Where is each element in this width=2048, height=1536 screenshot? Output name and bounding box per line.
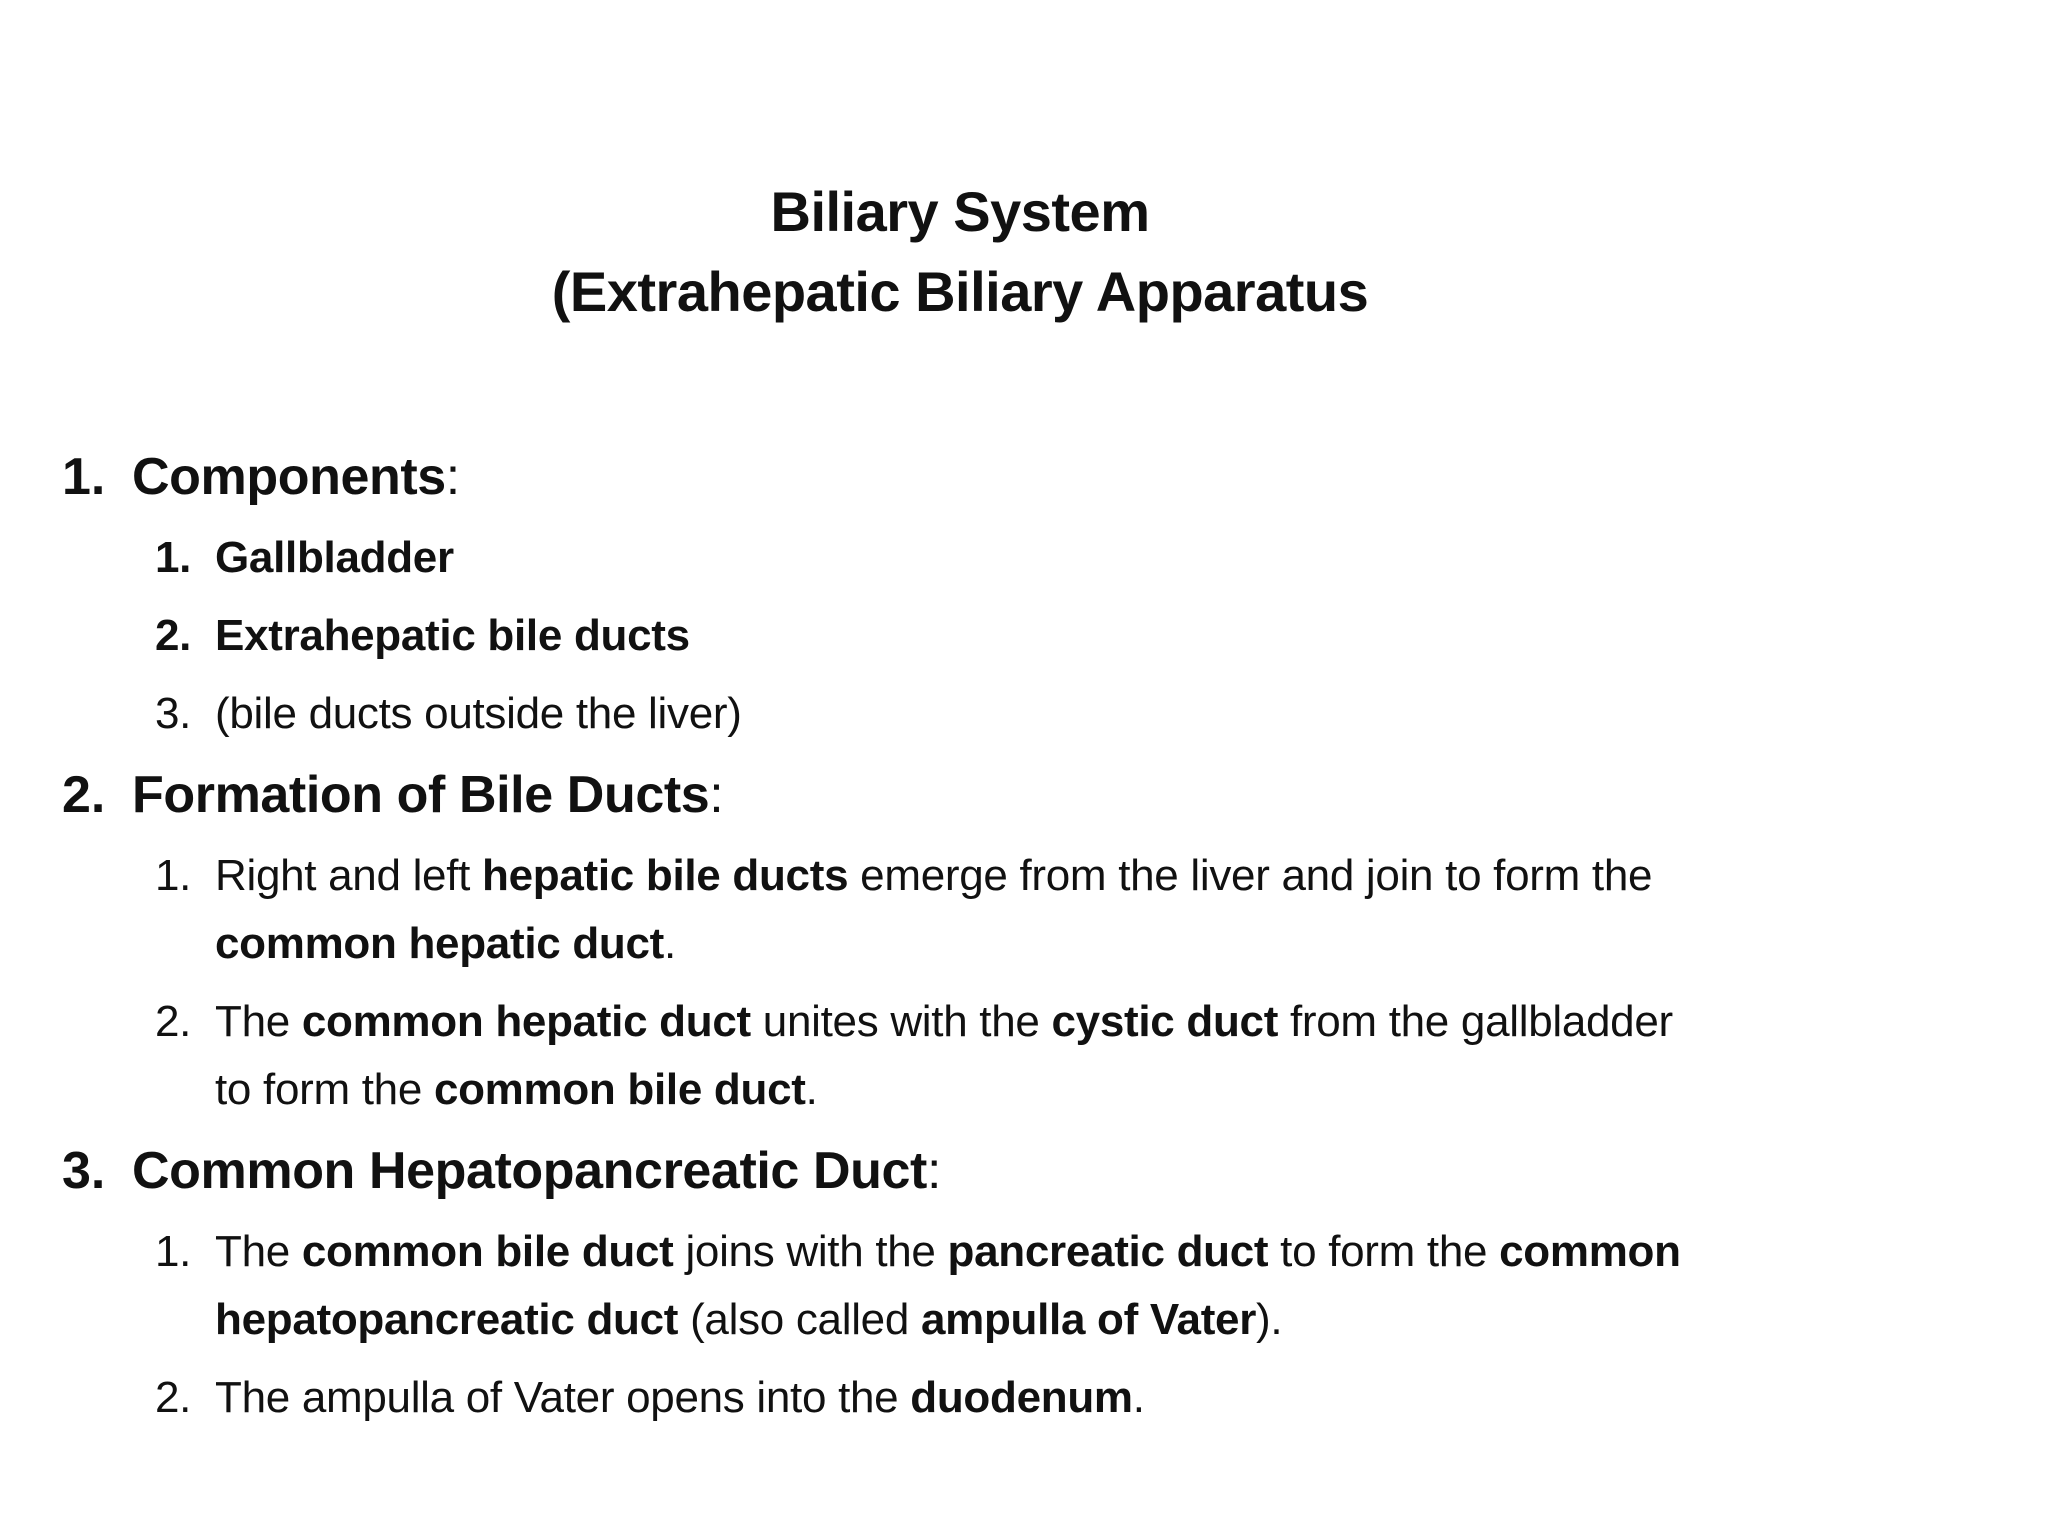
section-number: 1.: [62, 448, 106, 506]
item-number: 2.: [155, 997, 192, 1046]
item-text-part: pancreatic duct: [947, 1227, 1269, 1276]
list-item: [155, 524, 1762, 592]
slide-title: [0, 172, 1920, 332]
section-hepatopancreatic: [62, 1134, 1762, 1208]
item-text-part: duodenum: [910, 1373, 1133, 1422]
item-text-part: joins with the: [673, 1227, 948, 1276]
item-text-part: cystic duct: [1051, 997, 1279, 1046]
list-item: [155, 1364, 1762, 1432]
section-heading-suffix: :: [445, 448, 460, 506]
item-text-part: Extrahepatic bile ducts: [215, 611, 690, 660]
section-items: [155, 842, 1762, 1124]
list-item: [155, 842, 1762, 978]
section-items: [155, 1218, 1762, 1432]
item-number: 1.: [155, 1227, 192, 1276]
item-text-part: common bile duct: [301, 1227, 674, 1276]
item-number: 1.: [155, 851, 192, 900]
item-text: [215, 602, 1695, 670]
section-heading-suffix: :: [709, 766, 724, 824]
item-text-part: common hepatic duct: [215, 919, 665, 968]
item-text: [215, 524, 1695, 592]
item-text-part: unites with the: [750, 997, 1052, 1046]
list-item: [155, 1218, 1762, 1354]
section-items: [155, 524, 1762, 748]
section-heading-text: Components: [132, 448, 446, 506]
title-line-1: Biliary System: [770, 180, 1150, 243]
section-number: 2.: [62, 766, 106, 824]
section-number: 3.: [62, 1142, 106, 1200]
item-text-part: .: [664, 919, 676, 968]
section-components: [62, 440, 1762, 514]
item-text-part: .: [805, 1065, 818, 1114]
item-text-part: ampulla of Vater: [920, 1295, 1257, 1344]
item-text-part: The ampulla of Vater opens into the: [215, 1373, 911, 1422]
item-text-part: from the gallbladder to form the: [215, 997, 1673, 1114]
item-text-part: Gallbladder: [215, 533, 454, 582]
item-text: [215, 842, 1695, 978]
section-heading-text: Formation of Bile Ducts: [132, 766, 710, 824]
section-heading: [132, 1134, 941, 1208]
section-formation: [62, 758, 1762, 832]
item-number: 3.: [155, 689, 192, 738]
item-text-part: The: [215, 1227, 302, 1276]
item-number: 2.: [155, 611, 192, 660]
item-text-part: .: [1132, 1373, 1145, 1422]
item-text-part: hepatic bile ducts: [482, 851, 849, 900]
item-text: [215, 680, 1695, 748]
item-text-part: ).: [1256, 1295, 1283, 1344]
section-heading: [132, 440, 460, 514]
item-text: [215, 988, 1695, 1124]
slide-content: [62, 430, 1762, 1432]
title-line-2: (Extrahepatic Biliary Apparatus: [551, 260, 1369, 323]
item-text-part: common hepatic duct: [301, 997, 751, 1046]
list-item: [155, 988, 1762, 1124]
section-heading-text: Common Hepatopancreatic Duct: [132, 1142, 927, 1200]
section-heading-suffix: :: [926, 1142, 941, 1200]
item-text-part: The: [215, 997, 302, 1046]
item-number: 2.: [155, 1373, 192, 1422]
item-text: [215, 1218, 1695, 1354]
section-heading: [132, 758, 723, 832]
item-text-part: (also called: [678, 1295, 921, 1344]
item-text-part: to form the: [1268, 1227, 1500, 1276]
item-text-part: (bile ducts outside the liver): [215, 689, 742, 738]
list-item: [155, 602, 1762, 670]
item-text: [215, 1364, 1695, 1432]
item-number: 1.: [155, 533, 192, 582]
item-text-part: common bile duct: [433, 1065, 806, 1114]
item-text-part: emerge from the liver and join to form the: [848, 851, 1653, 900]
list-item: [155, 680, 1762, 748]
item-text-part: Right and left: [215, 851, 482, 900]
item-text-part: common hepatopancreatic duct: [215, 1227, 1681, 1344]
